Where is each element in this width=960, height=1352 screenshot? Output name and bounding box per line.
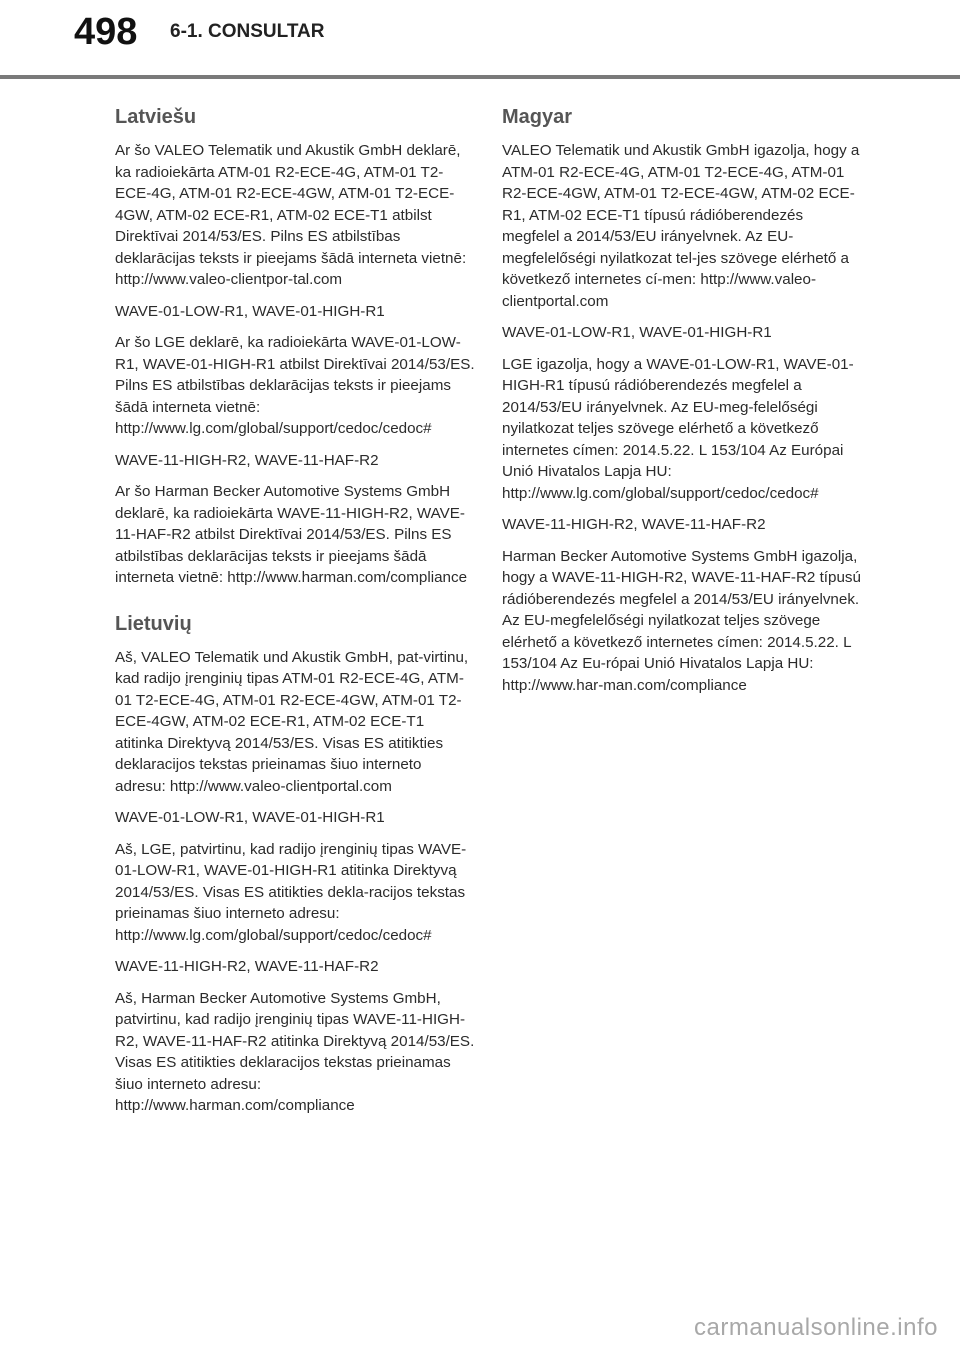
model-list: WAVE-01-LOW-R1, WAVE-01-HIGH-R1 — [115, 809, 385, 826]
section-title: 6-1. CONSULTAR — [170, 21, 325, 42]
paragraph: LGE igazolja, hogy a WAVE-01-LOW-R1, WAVE-01-HIGH-R1 típusú rádióberendezés megfelel a 2014/53/EU irányelvnek. Az EU-meg-felelőségi nyilatkozat teljes szövege elérhető a következő internetes címen: 2014.5.22. L 153/104 Az Európai Unió Hivatalos Lapja HU: http://www.lg.com/global/support/cedoc/cedoc# — [502, 355, 854, 502]
paragraph: Aš, VALEO Telematik und Akustik GmbH, pat-virtinu, kad radijo įrenginių tipas ATM-01 R2-ECE-4G, ATM-01 T2-ECE-4G, ATM-01 R2-ECE-4GW, ATM-01 T2-ECE-4GW, ATM-02 ECE-R1, ATM-02 ECE-T1 atitinka Direktyvą 2014/53/ES. Visas ES atitikties deklaracijos tekstas prieinamas šiuo interneto adresu: http://www.valeo-clientportal.com — [115, 648, 469, 795]
model-list: WAVE-01-LOW-R1, WAVE-01-HIGH-R1 — [502, 324, 772, 341]
paragraph: Ar šo VALEO Telematik und Akustik GmbH deklarē, ka radioiekārta ATM-01 R2-ECE-4G, ATM-01 T2-ECE-4G, ATM-01 R2-ECE-4GW, ATM-01 T2-ECE-4GW, ATM-02 ECE-R1, ATM-02 ECE-T1 atbilst Direktīvai 2014/53/ES. Pilns ES atbilstības deklarācijas teksts ir pieejams šādā interneta vietnē: http://www.valeo-clientpor-tal.com — [115, 142, 467, 288]
paragraph: Aš, Harman Becker Automotive Systems GmbH, patvirtinu, kad radijo įrenginių tipas WAVE-11-HIGH-R2, WAVE-11-HAF-R2 atitinka Direktyvą 2014/53/ES. Visas ES atitikties deklaracijos tekstas prieinamas šiuo interneto adresu: http://www.harman.com/compliance — [115, 989, 475, 1114]
paragraph: Ar šo Harman Becker Automotive Systems GmbH deklarē, ka radioiekārta WAVE-11-HIGH-R2, WAVE-11-HAF-R2 atbilst Direktīvai 2014/53/ES. Pilns ES atbilstības deklarācijas teksts ir pieejams šādā interneta vietnē: http://www.harman.com/compliance — [115, 483, 468, 586]
model-list: WAVE-01-LOW-R1, WAVE-01-HIGH-R1 — [115, 302, 385, 320]
model-list: WAVE-11-HIGH-R2, WAVE-11-HAF-R2 — [502, 516, 766, 533]
paragraph: Harman Becker Automotive Systems GmbH igazolja, hogy a WAVE-11-HIGH-R2, WAVE-11-HAF-R2 típusú rádióberendezés megfelel a 2014/53/EU irányelvnek. Az EU-megfelelőségi nyilatkozat teljes szövege elérhető a következő internetes címen: 2014.5.22. L 153/104 Az Eu-rópai Unió Hivatalos Lapja HU: http://www.har-man.com/compliance — [502, 547, 861, 694]
watermark: carmanualsonline.info — [694, 1314, 938, 1341]
page-header — [0, 0, 960, 80]
heading-magyar: Magyar — [502, 106, 573, 128]
model-list: WAVE-11-HIGH-R2, WAVE-11-HAF-R2 — [115, 958, 379, 975]
page-number: 498 — [74, 11, 138, 53]
paragraph: Aš, LGE, patvirtinu, kad radijo įrenginių tipas WAVE-01-LOW-R1, WAVE-01-HIGH-R1 atitinka Direktyvą 2014/53/ES. Visas ES atitikties dekla-racijos tekstas prieinamas šiuo interneto adresu: http://www.lg.com/global/support/cedoc/cedoc# — [115, 840, 467, 944]
section-latviesu — [115, 104, 475, 589]
model-list: WAVE-11-HIGH-R2, WAVE-11-HAF-R2 — [115, 451, 379, 469]
heading-latviesu: Latviešu — [115, 106, 197, 128]
right-column — [502, 104, 862, 706]
header-divider — [0, 75, 960, 79]
left-column — [115, 104, 475, 1127]
paragraph: VALEO Telematik und Akustik GmbH igazolja, hogy a ATM-01 R2-ECE-4G, ATM-01 T2-ECE-4G, ATM-01 R2-ECE-4GW, ATM-01 T2-ECE-4GW, ATM-02 ECE-R1, ATM-02 ECE-T1 típusú rádióberendezés megfelel a 2014/53/EU irányelvnek. Az EU-megfelelőségi nyilatkozat tel-jes szövege elérhető a következő internetes cí-men: http://www.valeo-clientportal.com — [502, 142, 860, 310]
heading-lietuviu: Lietuvių — [115, 612, 192, 635]
section-magyar — [502, 104, 862, 696]
paragraph: Ar šo LGE deklarē, ka radioiekārta WAVE-01-LOW-R1, WAVE-01-HIGH-R1 atbilst Direktīvai 2014/53/ES. Pilns ES atbilstības deklarācijas teksts ir pieejams šādā interneta vietnē: http://www.lg.com/global/support/cedoc/cedoc# — [115, 334, 475, 437]
section-lietuviu — [115, 611, 475, 1117]
